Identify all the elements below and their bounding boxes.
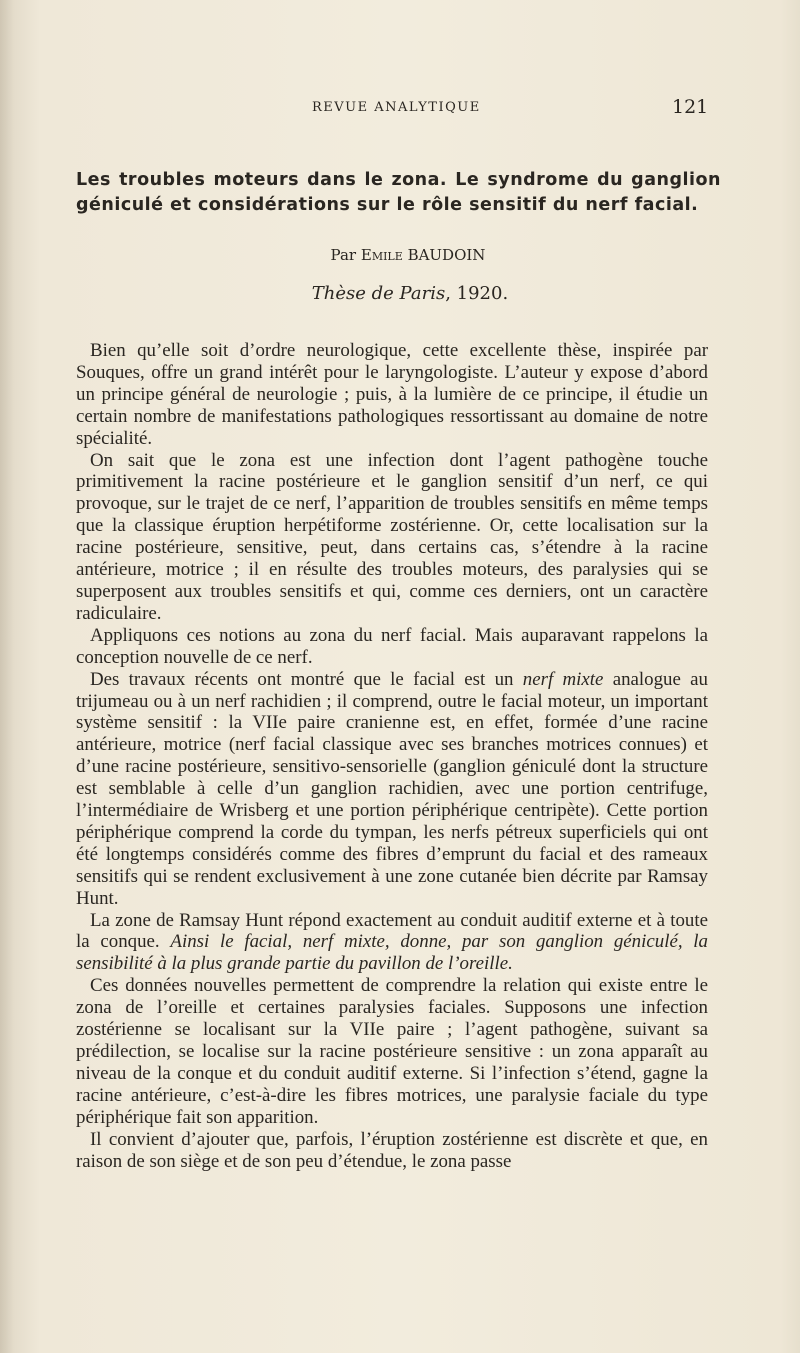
- paragraph-text: La zone de Ramsay Hunt répond exactement au conduit auditif externe et à toute la conque.: [76, 909, 708, 953]
- paragraph: [76, 910, 708, 976]
- paragraph-emphasis: nerf mixte: [522, 668, 604, 690]
- paragraph: Bien qu’elle soit d’ordre neurologique, cette excellente thèse, inspirée par Souques, offre un grand intérêt pour le laryngologiste. L’auteur y expose d’abord un principe général de neurologie ; puis, à la lumière de ce principe, il étudie un certain nombre de manifestations pathologiques ressortissant au domaine de notre spécialité.: [76, 340, 708, 449]
- author-last-name: BAUDOIN: [407, 246, 486, 264]
- paragraph-emphasis: Ainsi le facial, nerf mixte, donne, par son ganglion géniculé, la sensibilité à la plus grande partie du pavillon de l’oreille.: [76, 931, 708, 975]
- page-number: 121: [672, 96, 709, 118]
- page-header: [0, 96, 800, 122]
- thesis-label: Thèse de Paris: [311, 283, 446, 304]
- paragraph: On sait que le zona est une infection dont l’agent pathogène touche primitivement la racine postérieure et le ganglion sensitif d’un nerf, ce qui provoque, sur le trajet de ce nerf, l’apparition de troubles sensitifs en même temps que la classique éruption herpétiforme zostérienne. Or, cette localisation sur la racine postérieure, sensitive, peut, dans certains cas, s’étendre à la racine antérieure, motrice ; il en résulte des troubles moteurs, des paralysies qui se superposent aux troubles sensitifs et qui, comme ces derniers, ont un caractère radiculaire.: [76, 449, 708, 624]
- thesis-reference: [0, 283, 800, 304]
- running-title: REVUE ANALYTIQUE: [312, 100, 481, 115]
- article-body: [76, 340, 708, 1172]
- author-first-name: Emile: [360, 246, 403, 264]
- paragraph: [76, 669, 708, 910]
- author-line: [0, 246, 800, 264]
- paragraph: Appliquons ces notions au zona du nerf facial. Mais auparavant rappelons la conception nouvelle de ce nerf.: [76, 624, 708, 668]
- paragraph-text: Des travaux récents ont montré que le facial est un: [90, 668, 514, 690]
- article-title: Les troubles moteurs dans le zona. Le syndrome du ganglion géniculé et considérations sur le rôle sensitif du nerf facial.: [76, 170, 721, 215]
- paragraph: Ces données nouvelles permettent de comprendre la relation qui existe entre le zona de l’oreille et certaines paralysies faciales. Supposons une infection zostérienne se localisant sur la VIIe paire ; l’agent pathogène, suivant sa prédilection, se localise sur la racine postérieure sensitive : un zona apparaît au niveau de la conque et du conduit auditif externe. Si l’infection s’étend, gagne la racine antérieure, c’est-à-dire les fibres motrices, une paralysie faciale du type périphérique fait son apparition.: [76, 975, 708, 1128]
- thesis-year: , 1920.: [445, 283, 509, 304]
- paragraph-text: analogue au trijumeau ou à un nerf rachidien ; il comprend, outre le facial moteur, un important système sensitif : la VIIe paire cranienne est, en effet, formée d’une racine antérieure, motrice (nerf facial classique avec ses branches motrices connues) et d’une racine postérieure, sensitivo-sensorielle (ganglion géniculé dont la structure est semblable à celle d’un ganglion rachidien, avec une portion centrifuge, l’intermédiaire de Wrisberg et une portion périphérique centripète). Cette portion périphérique comprend la corde du tympan, les nerfs pétreux superficiels qui ont été longtemps considérés comme des fibres d’emprunt du facial et des rameaux sensitifs qui se rendent exclusivement à une zone cutanée bien décrite par Ramsay Hunt.: [76, 668, 708, 909]
- author-prefix: Par: [330, 246, 357, 264]
- paragraph: Il convient d’ajouter que, parfois, l’éruption zostérienne est discrète et que, en raison de son siège et de son peu d’étendue, le zona passe: [76, 1128, 708, 1172]
